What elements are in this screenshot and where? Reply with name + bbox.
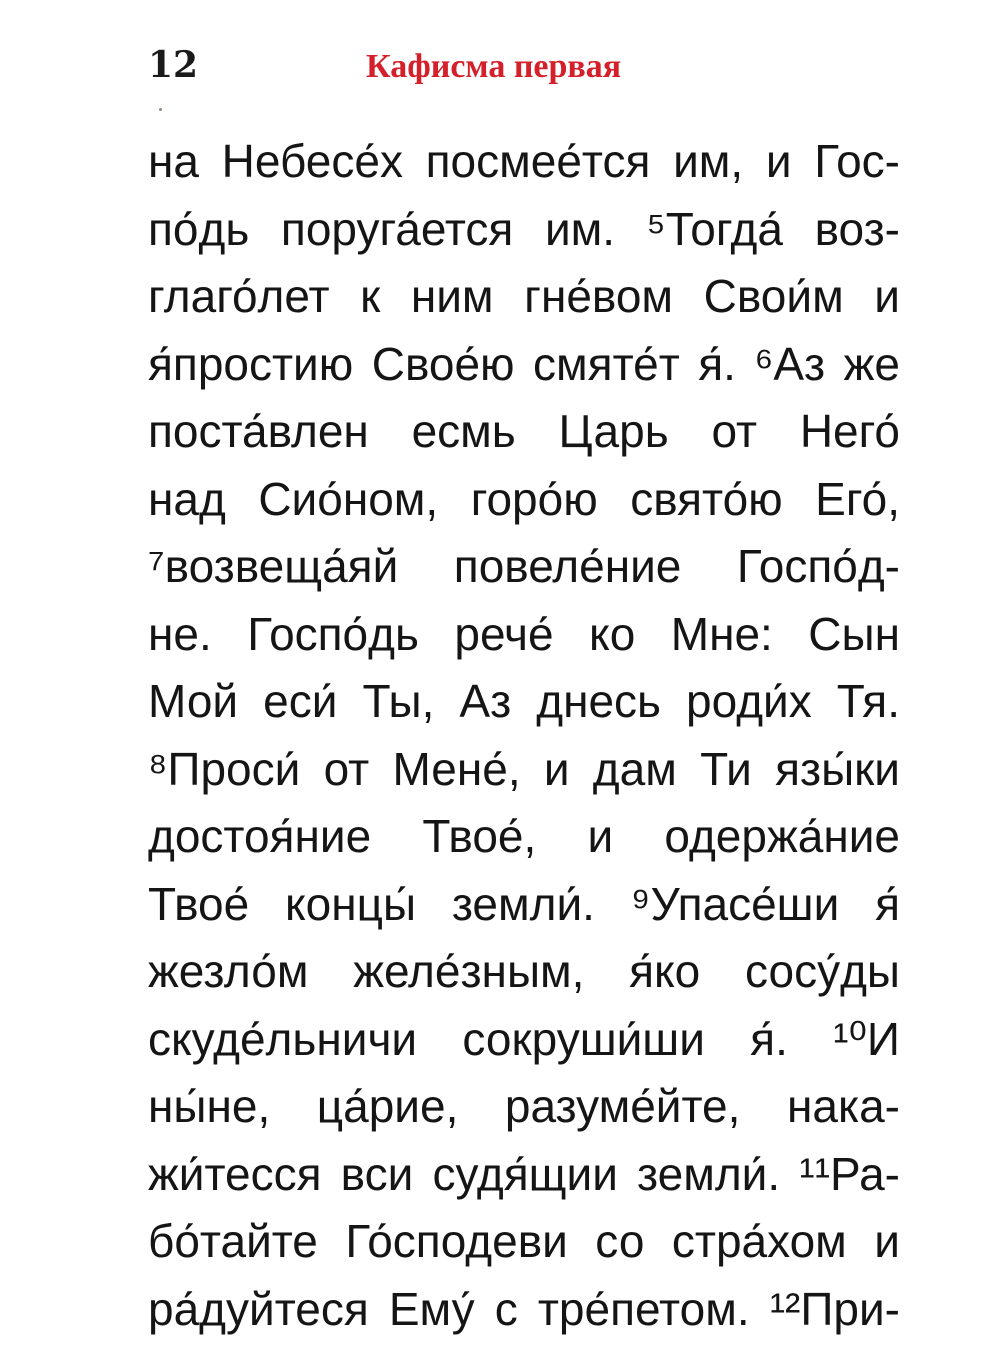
text-line: ⁸Проси́ от Мене́, и дам Ти язы́ки — [148, 742, 900, 795]
text-line: по́дь поруга́ется им. ⁵Тогда́ воз- — [148, 202, 900, 255]
text-line: ра́дуйтеся Ему́ с тре́петом. ¹²При- — [148, 1282, 900, 1335]
text-line: скуде́льничи сокруши́ши я́. ¹⁰И — [148, 1012, 900, 1065]
psalm-text — [148, 128, 900, 1343]
text-line: бо́тайте Го́сподеви со стра́хом и — [148, 1215, 900, 1267]
text-line: над Сио́ном, горо́ю свято́ю Его́, — [148, 472, 900, 525]
text-line: поста́влен есмь Царь от Него́ — [148, 405, 900, 457]
text-line: ⁷возвеща́яй повеле́ние Госпо́д- — [148, 540, 900, 592]
text-line: достоя́ние Твое́, и одержа́ние — [148, 810, 900, 862]
text-line: глаго́лет к ним гне́вом Свои́м и — [148, 270, 900, 322]
page-number: 12 — [148, 44, 199, 86]
text-line: на Небесе́х посмее́тся им, и Гос- — [148, 135, 900, 187]
text-line: не. Госпо́дь рече́ ко Мне: Сын — [148, 607, 900, 660]
text-line: Твое́ концы́ земли́. ⁹Упасе́ши я́ — [148, 877, 900, 930]
text-line: я́простию Свое́ю смяте́т я́. ⁶Аз же — [148, 337, 900, 390]
text-line: Мой еси́ Ты, Аз днесь роди́х Тя. — [148, 675, 900, 727]
page-header — [0, 44, 1000, 104]
text-line: жи́тесся вси судя́щии земли́. ¹¹Ра- — [148, 1147, 900, 1200]
print-speck — [159, 108, 162, 111]
text-line: ны́не, ца́рие, разуме́йте, нака- — [148, 1080, 900, 1132]
running-title: Кафисма первая — [366, 48, 622, 85]
text-line: жезло́м желе́зным, я́ко сосу́ды — [148, 945, 900, 997]
